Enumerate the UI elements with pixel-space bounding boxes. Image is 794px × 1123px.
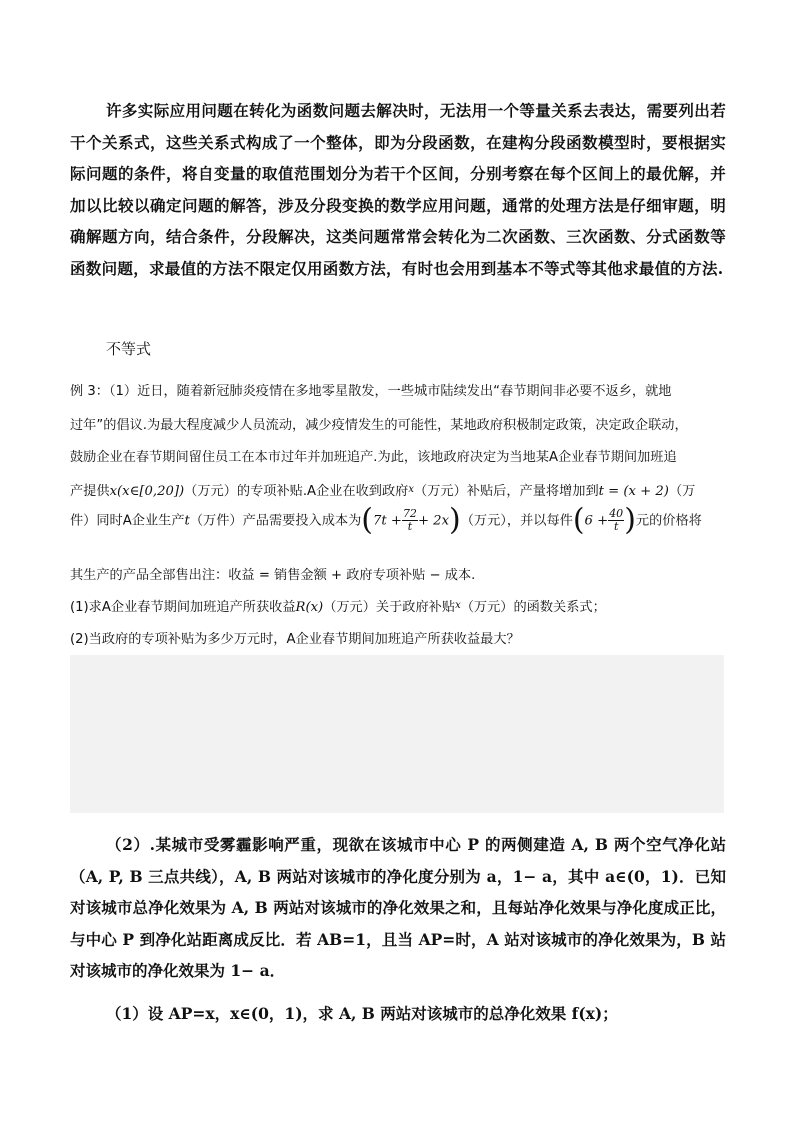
example-line-4-text-c: （万元）补贴后，产量将增加到 [414, 484, 599, 499]
example-line-4-text-a: 产提供 [70, 484, 110, 499]
example-line-6: 其生产的产品全部售出注：收益 = 销售金额 + 政府专项补贴 − 成本. [70, 568, 476, 583]
example-line-5-text-a: 件）同时A企业生产 [70, 513, 185, 529]
example-line-3: 鼓励企业在春节期间留住员工在本市过年并加班追产.为此，该地政府决定为当地某A企业春节期间加班追 [70, 450, 677, 465]
part-2-paragraph: （2）.某城市受雾霾影响严重，现欲在该城市中心 P 的两侧建造 A, B 两个空气净化站（A, P, B 三点共线），A, B 两站对该城市的净化度分别为 a，1− a，其中 a∈(0，1)．已知对该城市总净化效果为 A, B 两站对该城市的净化效果之和，且每站净化效果与净化度成正比，与中心 P 到净化站距离成反比．若 AB=1，且当 AP=时，A 站对该城市的净化效果为，B 站对该城市的净化效果为 1− a． [70, 835, 726, 980]
example-line-2: 过年”的倡议.为最大程度减少人员流动，减少疫情发生的可能性，某地政府积极制定政策，决定政企联动， [70, 418, 688, 433]
right-paren: ) [449, 502, 461, 538]
price-fraction [608, 508, 624, 533]
question-1-text-a: (1)求A企业春节期间加班追产所获收益 [70, 600, 296, 615]
price-fraction-denominator: t [613, 520, 619, 533]
variable-x-2: x [455, 600, 461, 611]
price-formula-part-a: 6 + [584, 513, 609, 529]
example-line-4 [70, 480, 730, 499]
revenue-function: R(x) [295, 600, 324, 615]
intro-paragraph: 许多实际应用问题在转化为函数问题去解决时，无法用一个等量关系去表达，需要列出若干个关系式，这些关系式构成了一个整体，即为分段函数，在建构分段函数模型时，要根据实际问题的条件，将自变量的取值范围划分为若干个区间，分别考察在每个区间上的最优解，并加以比较以确定问题的解答，涉及分段变换的数学应用问题，通常的处理方法是仔细审题，明确解题方向，结合条件，分段解决，这类问题常常会转化为二次函数、三次函数、分式函数等函数问题，求最值的方法不限定仅用函数方法，有时也会用到基本不等式等其他求最值的方法. [70, 101, 726, 278]
question-1 [70, 596, 730, 615]
cost-fraction [402, 508, 418, 533]
variable-x: x [408, 484, 415, 495]
cost-formula-part-a: 7t + [373, 513, 402, 529]
left-paren-2: ( [572, 502, 585, 538]
answer-area[interactable] [70, 655, 724, 813]
example-line-5 [70, 502, 730, 538]
cost-fraction-denominator: t [407, 520, 413, 533]
example-line-5-text-b: （万件）产品需要投入成本为 [189, 513, 362, 529]
example-line-5-text-d: 元的价格将 [635, 513, 702, 529]
cost-fraction-numerator: 72 [402, 507, 417, 520]
example-line-1: 例 3：（1）近日，随着新冠肺炎疫情在多地零星散发，一些城市陆续发出“春节期间非必要不返乡，就地 [70, 384, 672, 399]
cost-formula-part-b: + 2x [417, 513, 450, 529]
question-1-text-b: （万元）关于政府补贴 [323, 600, 456, 615]
question-1-text-c: （万元）的函数关系式； [460, 600, 606, 615]
variable-t: t [184, 513, 190, 529]
subsidy-domain-formula: x(x∈[0,20]) [109, 484, 185, 499]
section-heading: 不等式 [106, 340, 152, 358]
part-2-question-1: （1）设 AP=x，x∈(0，1)，求 A, B 两站对该城市的总净化效果 f(x)； [106, 1004, 618, 1023]
example-line-5-text-c: （万元），并以每件 [460, 513, 573, 529]
example-line-4-text-d: （万 [668, 484, 696, 499]
price-fraction-numerator: 40 [609, 507, 624, 520]
output-formula: t = (x + 2) [598, 484, 669, 499]
right-paren-2: ) [624, 502, 636, 538]
left-paren: ( [361, 502, 373, 538]
example-line-4-text-b: （万元）的专项补贴.A企业在收到政府 [184, 484, 409, 499]
question-2: (2)当政府的专项补贴为多少万元时，A企业春节期间加班追产所获收益最大？ [70, 632, 520, 647]
